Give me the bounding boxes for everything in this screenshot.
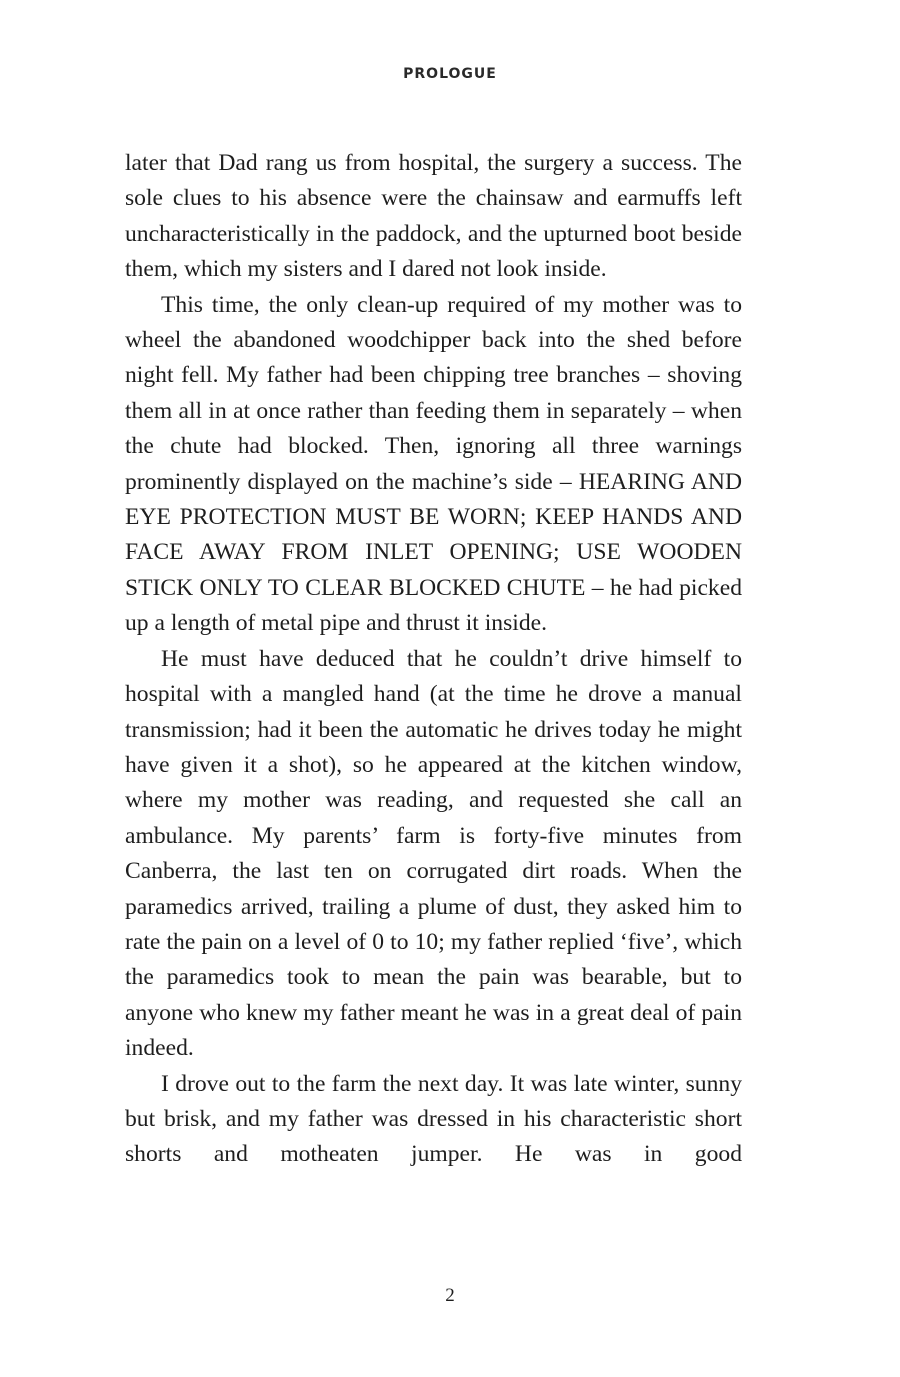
paragraph-3: He must have deduced that he couldn’t drive himself to hospital with a mangled hand (at the time he drove a manual transmission; had it been the automatic he drives today he might have given it a shot), so he appeared at the kitchen window, where my mother was reading, and requested she call an ambulance. My parents’ farm is forty-five minutes from Canberra, the last ten on corrugated dirt roads. When the paramedics arrived, trailing a plume of dust, they asked him to rate the pain on a level of 0 to 10; my father replied ‘five’, which the paramedics took to mean the pain was bearable, but to anyone who knew my father meant he was in a great deal of pain indeed. [125,645,742,1062]
paragraph-2: This time, the only clean-up required of my mother was to wheel the abandoned woodchipper back into the shed before night fell. My father had been chipping tree branches – shoving them all in at once rather than feeding them in separately – when the chute had blocked. Then, ignoring all three warnings prominently displayed on the machine’s side – HEARING AND EYE PROTECTION MUST BE WORN; KEEP HANDS AND FACE AWAY FROM INLET OPENING; USE WOODEN STICK ONLY TO CLEAR BLOCKED CHUTE – he had picked up a length of metal pipe and thrust it inside. [125,291,742,637]
running-head: PROLOGUE [403,66,497,82]
page-number: 2 [445,1285,455,1306]
paragraph-1: later that Dad rang us from hospital, the surgery a success. The sole clues to his absence were the chainsaw and earmuffs left uncharacteristically in the paddock, and the upturned boot beside them, which my sisters and I dared not look inside. [125,150,742,283]
paragraph-4: I drove out to the farm the next day. It was late winter, sunny but brisk, and my father was dressed in his characteristic short shorts and motheaten jumper. He was in good [125,1070,742,1168]
body-text [125,146,742,1173]
